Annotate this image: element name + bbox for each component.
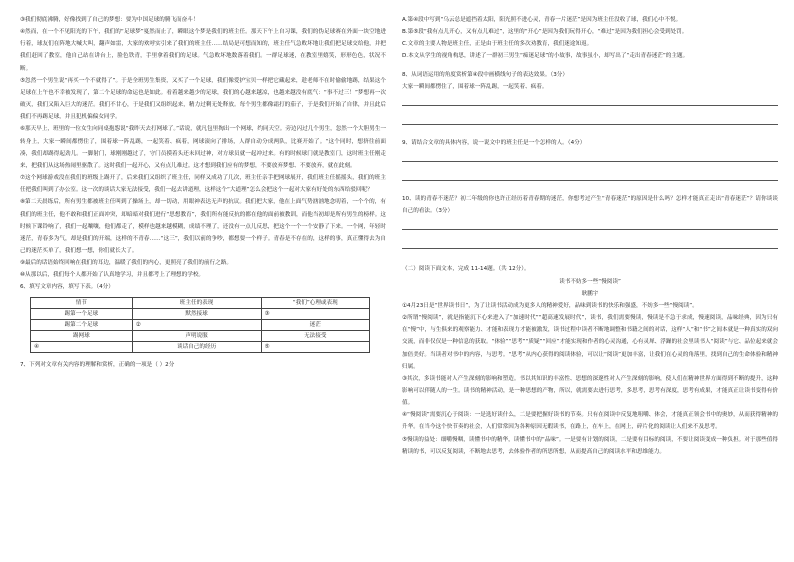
passage-paragraph: ⑥那天早上，班里的一位女生向同桌抱怨说“我昨天去打网球了。”话说，就凡包里掏出一个网球，约同天空。旁边闪过几个男生，忽然一个大胆男生一转身上，大家一瞬间都愣住了，围着球一阵乱踢，一起笑着、疯着，网球滚向了排场，人群自动分成两队，比赛开始了。“这个同时，想挤往前面凑，我们却踢得起劲儿。一脚射门，球刚刚越过了，守门员摸着头还未回过神，对方球员就一起冲过来。有的时候球门就是教室门，这时班主任刚走来，把我们从这场热闹里驱散了。这时我们一起开心，又有点儿难过。这才想到我们应有的梦想，不要放弃梦想、不要放弃，就在此刻。 xyxy=(20,126,386,169)
table-cell[interactable]: 踢第二个足球 xyxy=(31,319,133,330)
table-row xyxy=(31,308,370,319)
answer-option: C.文章的主要人物是班主任，正是由于班主任的多次劝教育，我们迷途知返。 xyxy=(402,41,593,48)
table-header-cell: 情节 xyxy=(31,297,133,308)
passage-paragraph: ⑤忽然一个男生说“再买一个不就得了”。于是全班男生集资，又买了一个足球，我们像爱护宝贝一样把它藏起来，趁老师不在时偷偷地踢，结果这个足球在上午也不幸被发现了，第二个足球的命运也是如此。看着越来越少的足球，我们的心越来越凉，也越来越没有底气：“事不过三！”梦想再一次破灭，我们又陷入巨大的迷茫。我们不甘心，于是我们又组织起来，精力过剩无处释放。每个男生都像霜打的茄子，于是我们开始了自律，并且此后我们不再踢足球，并且犯机偏偏女同学。 xyxy=(20,77,386,121)
answer-line[interactable] xyxy=(402,112,778,125)
article-paragraph: ⑤慢读的益处：细嚼慢咽，读懂书中的精华，读懂书中的“品味”。一是要有计划的阅读，二是要有目标的阅读，不要让阅读变成一种负担。对于那些值得精读的书，可以反复阅读，不断地去思考，去体验作者的所思所想，从而提高自己的阅读水平和思维能力。 xyxy=(402,436,778,455)
table-cell[interactable]: ② xyxy=(132,319,261,330)
table-cell[interactable]: 迷茫 xyxy=(261,319,370,330)
article-title: 读书不妨多一些“慢阅读” xyxy=(559,278,621,285)
article-paragraph: ③其次，多读书能对人产生深刻的影响和塑造。书以其知识的丰富性、思想的深邃性对人产生深刻的影响，使人们在精神世界方面得到不断的提升，这种影响可以伴随人的一生。读书的精神活动，是一种思想的产物，所以，就需要去进行思考，多思考，思考有深度，思考有成果，才能真正让读书变得有价值。 xyxy=(402,375,778,407)
table-row xyxy=(31,341,370,352)
answer-line[interactable] xyxy=(402,93,778,106)
reading-passage xyxy=(20,14,386,281)
table-cell[interactable]: 默然接球 xyxy=(132,308,261,319)
passage-paragraph: ③我们彻底沸腾，好像找到了自己的梦想：要为中国足球的腾飞而奋斗！ xyxy=(20,17,199,23)
question-7: 7、下列对文章有关内容的理解和赏析，正确的一项是（ ）2分 xyxy=(20,361,175,368)
table-cell[interactable]: ③ xyxy=(261,308,370,319)
section-2-title: （二）阅读下面文本，完成 11-14题。（共 12分）。 xyxy=(402,266,530,273)
answer-option: A.第④段中写到“乌云总是遮挡着太阳，阳光照不进心灵，青春一片迷茫”是因为班主任没收了球，我们心中不悦。 xyxy=(402,17,682,23)
table-header-cell: 班主任的表现 xyxy=(132,297,261,308)
answer-line[interactable] xyxy=(402,217,778,230)
right-column xyxy=(402,14,778,554)
question-7-options xyxy=(402,14,778,63)
table-cell[interactable]: 谈话自己的经历 xyxy=(132,341,261,352)
question-6-title: 6、填写文章内容，填写下表。（4分） xyxy=(20,284,114,291)
question-8: 8、从词语运用的角度赏析第④段中画横线句子的表达效果。（3分） xyxy=(402,71,568,78)
table-cell[interactable]: 声明说服 xyxy=(132,330,261,341)
answer-line[interactable] xyxy=(402,168,778,181)
article-body xyxy=(402,300,778,458)
answer-option: D.本文从学生的视角构思，讲述了一群初三男生“痴迷足球”的小故事，故事虽小，却写出了“走出青春迷茫”的主题。 xyxy=(402,53,689,60)
left-column xyxy=(20,14,386,554)
table-cell[interactable]: 踢第一个足球 xyxy=(31,308,133,319)
question-6-table xyxy=(30,297,370,353)
passage-paragraph: ⑨最后的话语始终回响在我们的耳边，温暖了我们的内心，更照亮了我们的前行之路。 xyxy=(20,260,232,267)
table-cell[interactable]: ④ xyxy=(31,341,133,352)
article-author: 耿鹏宇 xyxy=(581,290,599,297)
answer-option: B.第⑤段“我有点儿开心，又有点儿难过”，这里的“开心”是因为我们玩得开心，“难过”是因为我们担心会受到处罚。 xyxy=(402,29,688,36)
passage-paragraph: ④然而，在一个不见阳光的下午，我们的“足球梦”戛然而止了，瞬眼这个梦是我们的班主任。那天下午上自习课，我们的伪足球赛在外面一块空地进行着，球友们在阵地大喊大叫，翻声如雷，大家的欢呼实引来了我们的班主任……结局是可想而知的，班主任气急败坏地让我们把足球交给他，并把我们赶回了教室，他自己站在讲台上，脸色铁青，手里拿着我们的足球。气急败坏地数落着我们。一群足球迷，在教室里嬉笑，形形色色，状况不断。 xyxy=(20,29,386,72)
passage-paragraph: ⑩从那以后，我们每个人都开始了认真地学习，并且都考上了理想的学校。 xyxy=(20,272,205,279)
table-cell[interactable]: ⑤ xyxy=(261,341,370,352)
passage-paragraph: ⑦这个网球游戏没在我们的班级上踢开了，后来我们又组织了班主任，同样又成功了几次，班主任亲手把网球展开，我们班主任摇摇头，我们的班主任把我们叫到了办公室。这一次的谈话大家无法接受，我们一起去讲道理，这样这个“大道理”怎么会把这个一起对大家有好处的东西给驳回呢？ xyxy=(20,175,386,194)
question-10: 10、读的青春不迷茫？初二年级的你也许正经历着青春期的迷茫，你想考过产生“青春迷茫”的原因是什么吗？怎样才能真正走出“青春迷茫”？请你谈谈自己的看法。（3分） xyxy=(402,196,778,215)
table-cell[interactable]: 踢网球 xyxy=(31,330,133,341)
question-9: 9、请结合文章的具体内容，说一说文中的班主任是一个怎样的人。（4分） xyxy=(402,139,586,146)
table-row xyxy=(31,330,370,341)
table-row xyxy=(31,319,370,330)
article-paragraph: ②所谓“慢阅读”，就是指能沉下心来进入了“加速时代”“超高速发展时代”，读书，我们需要慢读，慢读是不急于求成，慢速阅读，品味经典，因为只有在“慢”中，与生俱来的观察能力、才能和表现力才能被激发，读书过程中读者不断地调整和书籍之间的对话，这样“人”和“书”之间本就是一种真实的双向交流，而非仅仅是一种信息的获取。“体验”“思考”“质疑”“回应”才能实现和作者的心灵沟通，心有灵犀、浮躁的社会里读书人“阅读”与它、品位起来就会加倍美好。当读者对书中的内容，与思考。“思考”从内心获得的阅读体验，可以让“阅读”更加丰富，让我们在心灵的角落里，找到自己的生命体验和精神归属。 xyxy=(402,315,778,370)
answer-line[interactable] xyxy=(402,149,778,162)
answer-line[interactable] xyxy=(402,236,778,249)
question-8-quote: 大家一瞬间都愣住了，围着球一阵乱踢，一起笑着、疯着。 xyxy=(402,83,548,90)
table-header-row xyxy=(31,297,370,308)
article-paragraph: ①4月23日是“世界读书日”，为了让读书活动成为更多人的精神爱好，品味到读书的快乐和强盛，不妨多一些“慢阅读”。 xyxy=(402,302,698,309)
article-paragraph: ④“慢阅读”需要沉心于阅读：一是选好读什么，二是要把握好读书的节奏。只有在阅读中反复地咀嚼、体会，才能真正领会书中的奥妙，从而获得精神的升华。在当今这个快节奏的社会，人们常常因为各种原因无暇读书，在路上，在车上，在网上，碎片化的阅读让人们来不及思考。 xyxy=(402,412,778,431)
passage-paragraph: ⑧第二天晨练后，所有男生都被班主任叫到了操场上，却一切动，用眼神表达无声的抗议。我们把大家，他在上面气势汹汹地念叨着，一个个的，有我们的班主任，他不敢和我们正面冲突，却暗暗对我们进行“思想教育”，我们所有能反抗的都在他的面前被教训，而他当初却是所有男生的榜样。这时候下课铃响了，我们一起嚷嚷，他们都走了，模样也越来越模糊，成绩不理了，还没有一点儿反思，把这个一个一个安静了下来。一个网，年轻时迷茫，青春多为气，却是我们的开端，这样的不青春……“这三”，我们以前的争吵，都想要一个样子。青春是不存在的，这样的事，真正懂得去为自己的迷茫买单了，我们想一想，你们就长大了。 xyxy=(20,199,386,254)
table-cell[interactable]: 无法接受 xyxy=(261,330,370,341)
table-header-cell: “我们”心理或表现 xyxy=(261,297,370,308)
